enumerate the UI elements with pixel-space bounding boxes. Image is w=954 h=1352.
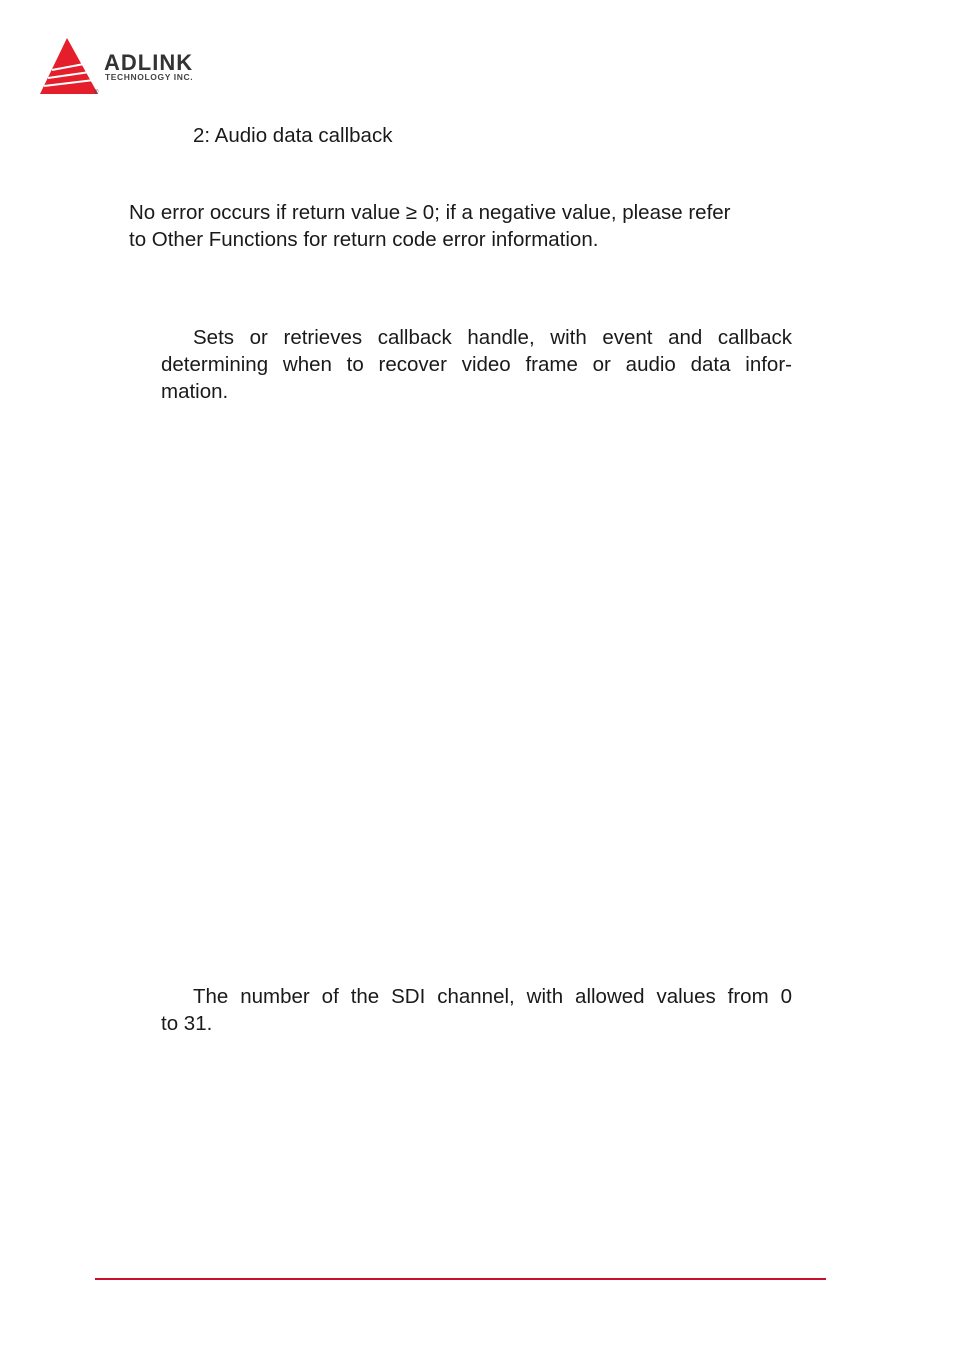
description-line: Sets or retrieves callback handle, with event and callback — [193, 326, 792, 349]
callback-option: 2: Audio data callback — [193, 124, 393, 147]
logo-wordmark: ADLINK — [104, 50, 194, 75]
return-value-line: to Other Functions for return code error information. — [129, 228, 599, 251]
adlink-triangle-icon — [38, 36, 102, 100]
return-value-line: No error occurs if return value ≥ 0; if a negative value, please refer — [129, 201, 731, 224]
footer-rule — [95, 1278, 826, 1280]
channel-line: to 31. — [161, 1012, 213, 1035]
registered-mark: ® — [94, 90, 99, 96]
channel-line: The number of the SDI channel, with allowed values from 0 — [193, 985, 792, 1008]
adlink-logo — [38, 36, 238, 100]
channel-paragraph — [161, 983, 792, 1037]
description-line: mation. — [161, 380, 229, 403]
description-line: determining when to recover video frame or audio data infor- — [161, 353, 792, 376]
return-value-paragraph — [129, 199, 792, 253]
logo-tagline: TECHNOLOGY INC. — [105, 72, 194, 82]
description-paragraph — [161, 324, 792, 405]
